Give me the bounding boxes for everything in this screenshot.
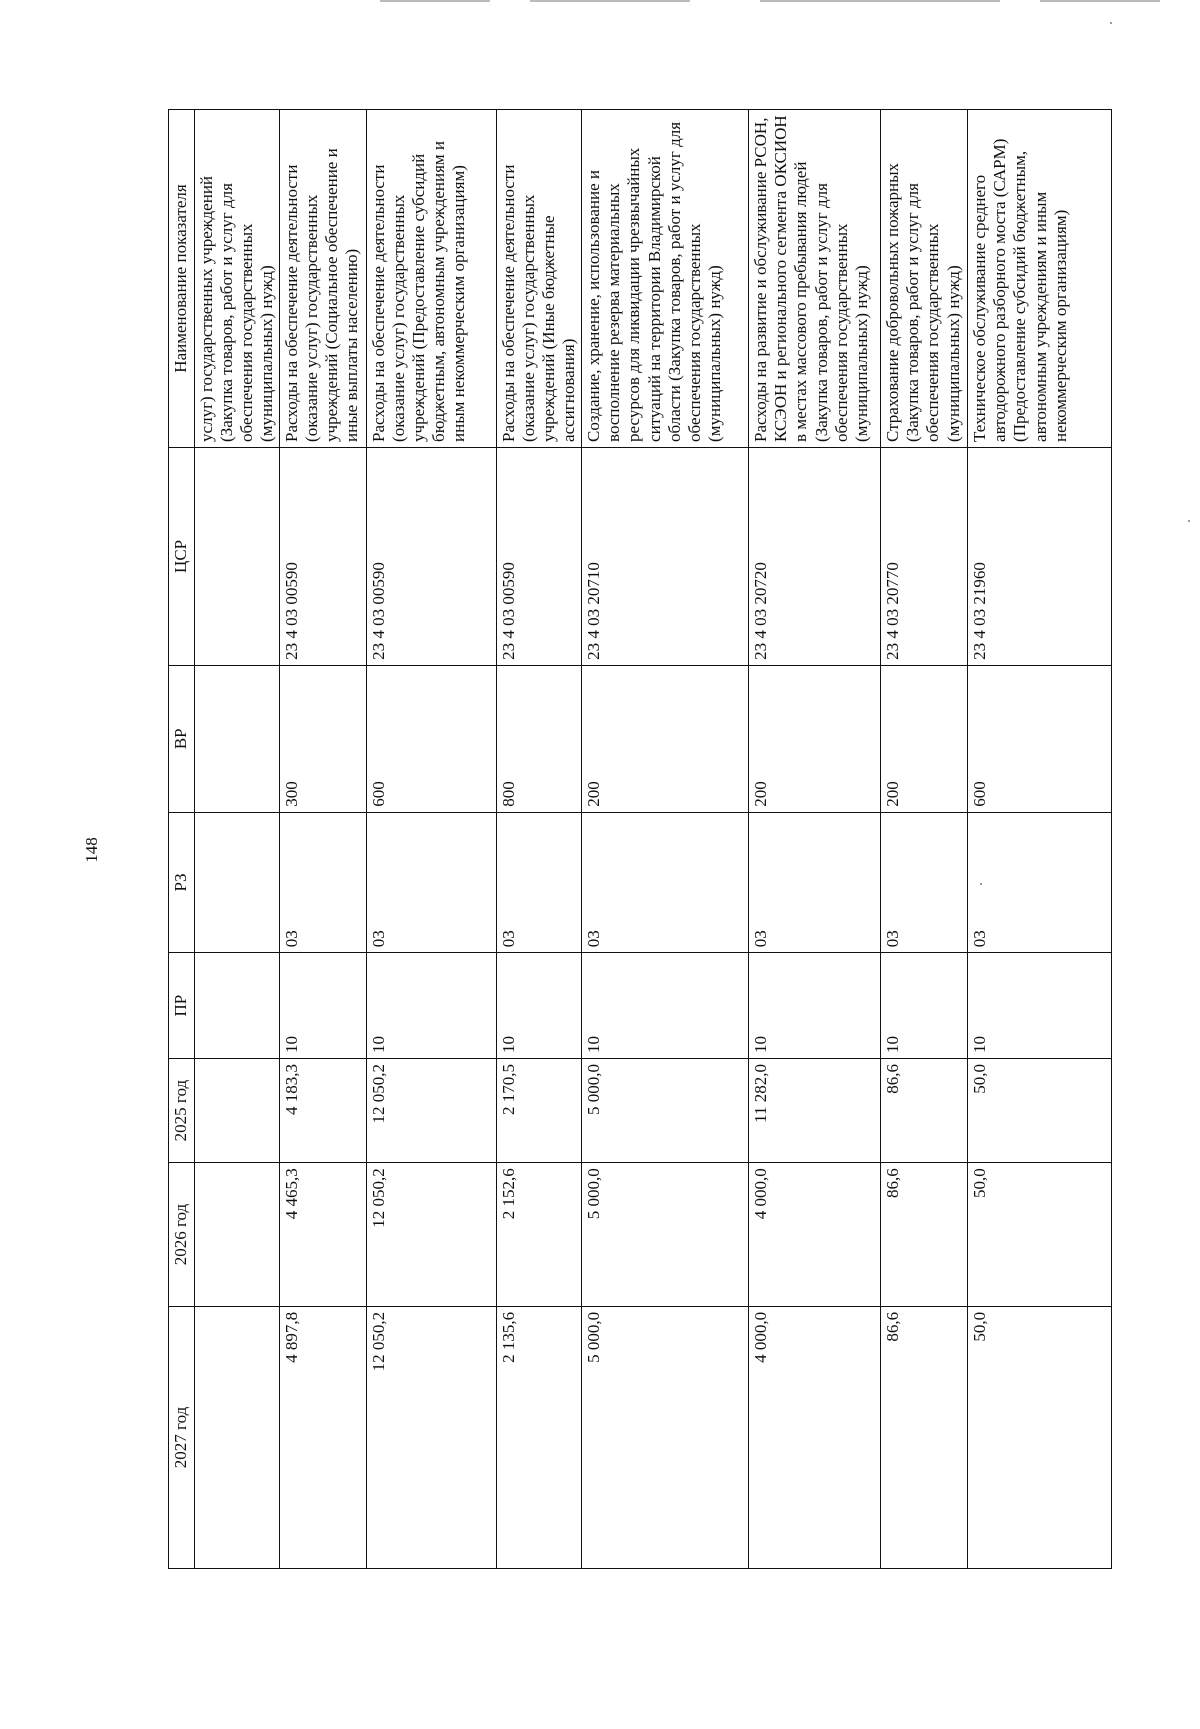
cell-y2027: 4 000,0 bbox=[749, 1306, 881, 1568]
table-row bbox=[881, 110, 968, 1569]
cell-y2025: 11 282,0 bbox=[749, 1059, 881, 1163]
cell-y2025 bbox=[195, 1059, 280, 1163]
cell-vr: 200 bbox=[749, 665, 881, 812]
cell-y2027: 50,0 bbox=[968, 1306, 1112, 1568]
header-name: Наименование показателя bbox=[169, 110, 195, 448]
cell-name: Расходы на обеспечение деятельности (оказание услуг) государственных учреждений (Социальное обеспечение и иные выплаты населению) bbox=[280, 110, 367, 448]
cell-vr: 200 bbox=[582, 665, 749, 812]
scan-artifact bbox=[760, 0, 1000, 2]
scan-speck bbox=[1188, 520, 1190, 522]
cell-csr: 23 4 03 00590 bbox=[497, 447, 582, 665]
cell-vr: 300 bbox=[280, 665, 367, 812]
table-body bbox=[169, 110, 1112, 1569]
cell-pr: 10 bbox=[582, 953, 749, 1059]
cell-rz: 03 bbox=[367, 812, 497, 953]
cell-y2026: 4 465,3 bbox=[280, 1163, 367, 1307]
cell-pr: 10 bbox=[280, 953, 367, 1059]
cell-vr: 600 bbox=[367, 665, 497, 812]
cell-rz: 03 bbox=[968, 812, 1112, 953]
cell-vr: 200 bbox=[881, 665, 968, 812]
cell-y2026: 50,0 bbox=[968, 1163, 1112, 1307]
scan-artifact bbox=[1040, 0, 1160, 2]
cell-pr bbox=[195, 953, 280, 1059]
cell-y2025: 86,6 bbox=[881, 1059, 968, 1163]
cell-rz: 03 bbox=[280, 812, 367, 953]
cell-y2027: 4 897,8 bbox=[280, 1306, 367, 1568]
cell-name: Расходы на обеспечение деятельности (оказание услуг) государственных учреждений (Предоставление субсидий бюджетным, автономным учреждениям и иным некоммерческим организациям) bbox=[367, 110, 497, 448]
cell-rz: 03 bbox=[881, 812, 968, 953]
cell-csr: 23 4 03 20770 bbox=[881, 447, 968, 665]
cell-csr: 23 4 03 20710 bbox=[582, 447, 749, 665]
cell-csr: 23 4 03 20720 bbox=[749, 447, 881, 665]
scan-artifact bbox=[380, 0, 490, 2]
scan-artifact bbox=[530, 0, 690, 2]
cell-y2027: 86,6 bbox=[881, 1306, 968, 1568]
cell-y2026: 4 000,0 bbox=[749, 1163, 881, 1307]
cell-y2026: 12 050,2 bbox=[367, 1163, 497, 1307]
cell-y2025: 12 050,2 bbox=[367, 1059, 497, 1163]
cell-pr: 10 bbox=[749, 953, 881, 1059]
cell-y2027: 12 050,2 bbox=[367, 1306, 497, 1568]
cell-pr: 10 bbox=[497, 953, 582, 1059]
cell-name: Техническое обслуживание среднего автодорожного разборного моста (САРМ) (Предоставление субсидий бюджетным, автономным учреждениям и иным некоммерческим организациям) bbox=[968, 110, 1112, 448]
header-pr: ПР bbox=[169, 953, 195, 1059]
table-row bbox=[367, 110, 497, 1569]
table-row bbox=[968, 110, 1112, 1569]
cell-y2027: 5 000,0 bbox=[582, 1306, 749, 1568]
cell-csr bbox=[195, 447, 280, 665]
header-y2025: 2025 год bbox=[169, 1059, 195, 1163]
cell-pr: 10 bbox=[881, 953, 968, 1059]
table-row bbox=[195, 110, 280, 1569]
header-rz: РЗ bbox=[169, 812, 195, 953]
cell-name: услуг) государственных учреждений (Закупка товаров, работ и услуг для обеспечения государственных (муниципальных) нужд) bbox=[195, 110, 280, 448]
header-vr: ВР bbox=[169, 665, 195, 812]
cell-pr: 10 bbox=[367, 953, 497, 1059]
cell-y2026 bbox=[195, 1163, 280, 1307]
cell-rz bbox=[195, 812, 280, 953]
cell-name: Создание, хранение, использование и восполнение резерва материальных ресурсов для ликвидации чрезвычайных ситуаций на территории Владимирской области (Закупка товаров, работ и услуг для обеспечения государственных (муниципальных) нужд) bbox=[582, 110, 749, 448]
cell-name: Расходы на развитие и обслуживание РСОН, КСЭОН и регионального сегмента ОКСИОН в местах массового пребывания людей (Закупка товаров, работ и услуг для обеспечения государственных (муниципальных) нужд) bbox=[749, 110, 881, 448]
table-row bbox=[280, 110, 367, 1569]
cell-y2026: 2 152,6 bbox=[497, 1163, 582, 1307]
cell-csr: 23 4 03 00590 bbox=[280, 447, 367, 665]
header-y2027: 2027 год bbox=[169, 1306, 195, 1568]
page-number: 148 bbox=[82, 837, 101, 863]
cell-vr: 800 bbox=[497, 665, 582, 812]
cell-y2027: 2 135,6 bbox=[497, 1306, 582, 1568]
cell-y2026: 5 000,0 bbox=[582, 1163, 749, 1307]
cell-y2025: 2 170,5 bbox=[497, 1059, 582, 1163]
table-row bbox=[497, 110, 582, 1569]
cell-name: Страхование добровольных пожарных (Закупка товаров, работ и услуг для обеспечения государственных (муниципальных) нужд) bbox=[881, 110, 968, 448]
cell-rz: 03 bbox=[497, 812, 582, 953]
budget-table bbox=[168, 109, 1112, 1569]
cell-rz: 03 bbox=[582, 812, 749, 953]
cell-vr: 600 bbox=[968, 665, 1112, 812]
cell-csr: 23 4 03 21960 bbox=[968, 447, 1112, 665]
cell-y2027 bbox=[195, 1306, 280, 1568]
cell-csr: 23 4 03 00590 bbox=[367, 447, 497, 665]
rotated-table-container bbox=[168, 109, 1092, 1569]
cell-y2025: 50,0 bbox=[968, 1059, 1112, 1163]
cell-y2025: 4 183,3 bbox=[280, 1059, 367, 1163]
table-header-row bbox=[169, 110, 195, 1569]
cell-rz: 03 bbox=[749, 812, 881, 953]
header-csr: ЦСР bbox=[169, 447, 195, 665]
header-y2026: 2026 год bbox=[169, 1163, 195, 1307]
table-row bbox=[749, 110, 881, 1569]
cell-y2025: 5 000,0 bbox=[582, 1059, 749, 1163]
cell-pr: 10 bbox=[968, 953, 1112, 1059]
cell-name: Расходы на обеспечение деятельности (оказание услуг) государственных учреждений (Иные бюджетные ассигнования) bbox=[497, 110, 582, 448]
cell-y2026: 86,6 bbox=[881, 1163, 968, 1307]
cell-vr bbox=[195, 665, 280, 812]
table-row bbox=[582, 110, 749, 1569]
scan-speck bbox=[1110, 22, 1112, 24]
